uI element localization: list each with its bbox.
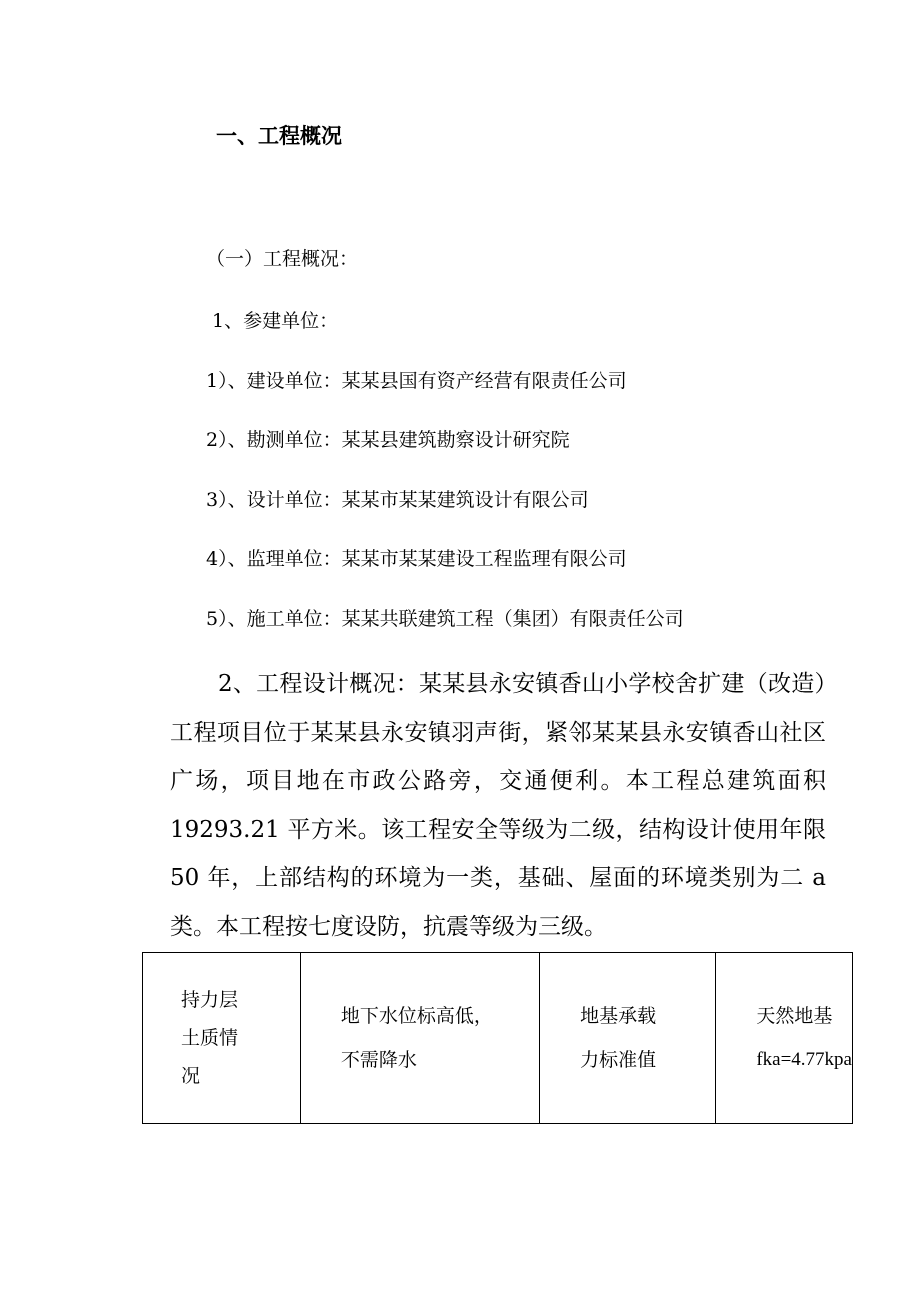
bearing-layer-cell: [143, 953, 301, 1124]
unit-contractor: 5）、施工单位：某某共联建筑工程（集团）有限责任公司: [206, 608, 684, 630]
table-row: [143, 953, 853, 1124]
soil-info-table: [142, 952, 853, 1124]
cell-text: 力标准值: [580, 1049, 657, 1071]
unit-design: 3）、设计单位：某某市某某建筑设计有限公司: [206, 489, 589, 511]
unit-construction: 1）、建设单位：某某县国有资产经营有限责任公司: [206, 370, 627, 392]
section1-title: 1、参建单位：: [212, 310, 339, 332]
subheading: （一）工程概况：: [206, 248, 359, 270]
cell-text: 土质情: [181, 1027, 239, 1049]
bearing-capacity-value-cell: [716, 953, 853, 1124]
cell-text: 不需降水: [340, 1049, 417, 1071]
cell-text: 地下水位标高低，: [340, 1005, 493, 1027]
cell-text: 况: [181, 1065, 201, 1087]
bearing-capacity-label-cell: [540, 953, 716, 1124]
unit-survey: 2）、勘测单位：某某县建筑勘察设计研究院: [206, 429, 570, 451]
unit-supervision: 4）、监理单位：某某市某某建设工程监理有限公司: [206, 548, 627, 570]
section-heading: 一、工程概况: [216, 124, 342, 148]
cell-text: 天然地基: [756, 1005, 833, 1027]
cell-text: 地基承载: [580, 1005, 657, 1027]
design-overview-paragraph: 2、工程设计概况：某某县永安镇香山小学校舍扩建（改造）工程项目位于某某县永安镇羽声街，紧邻某某县永安镇香山社区广场，项目地在市政公路旁，交通便利。本工程总建筑面积 19293.21 平方米。该工程安全等级为二级，结构设计使用年限 50 年，上部结构的环境为一类，基础、屋面的环境类别为二 a 类。本工程按七度设防，抗震等级为三级。: [170, 671, 826, 940]
cell-text: 持力层: [181, 989, 239, 1011]
groundwater-cell: [300, 953, 539, 1124]
cell-text: fka=4.77kpa: [756, 1049, 852, 1070]
